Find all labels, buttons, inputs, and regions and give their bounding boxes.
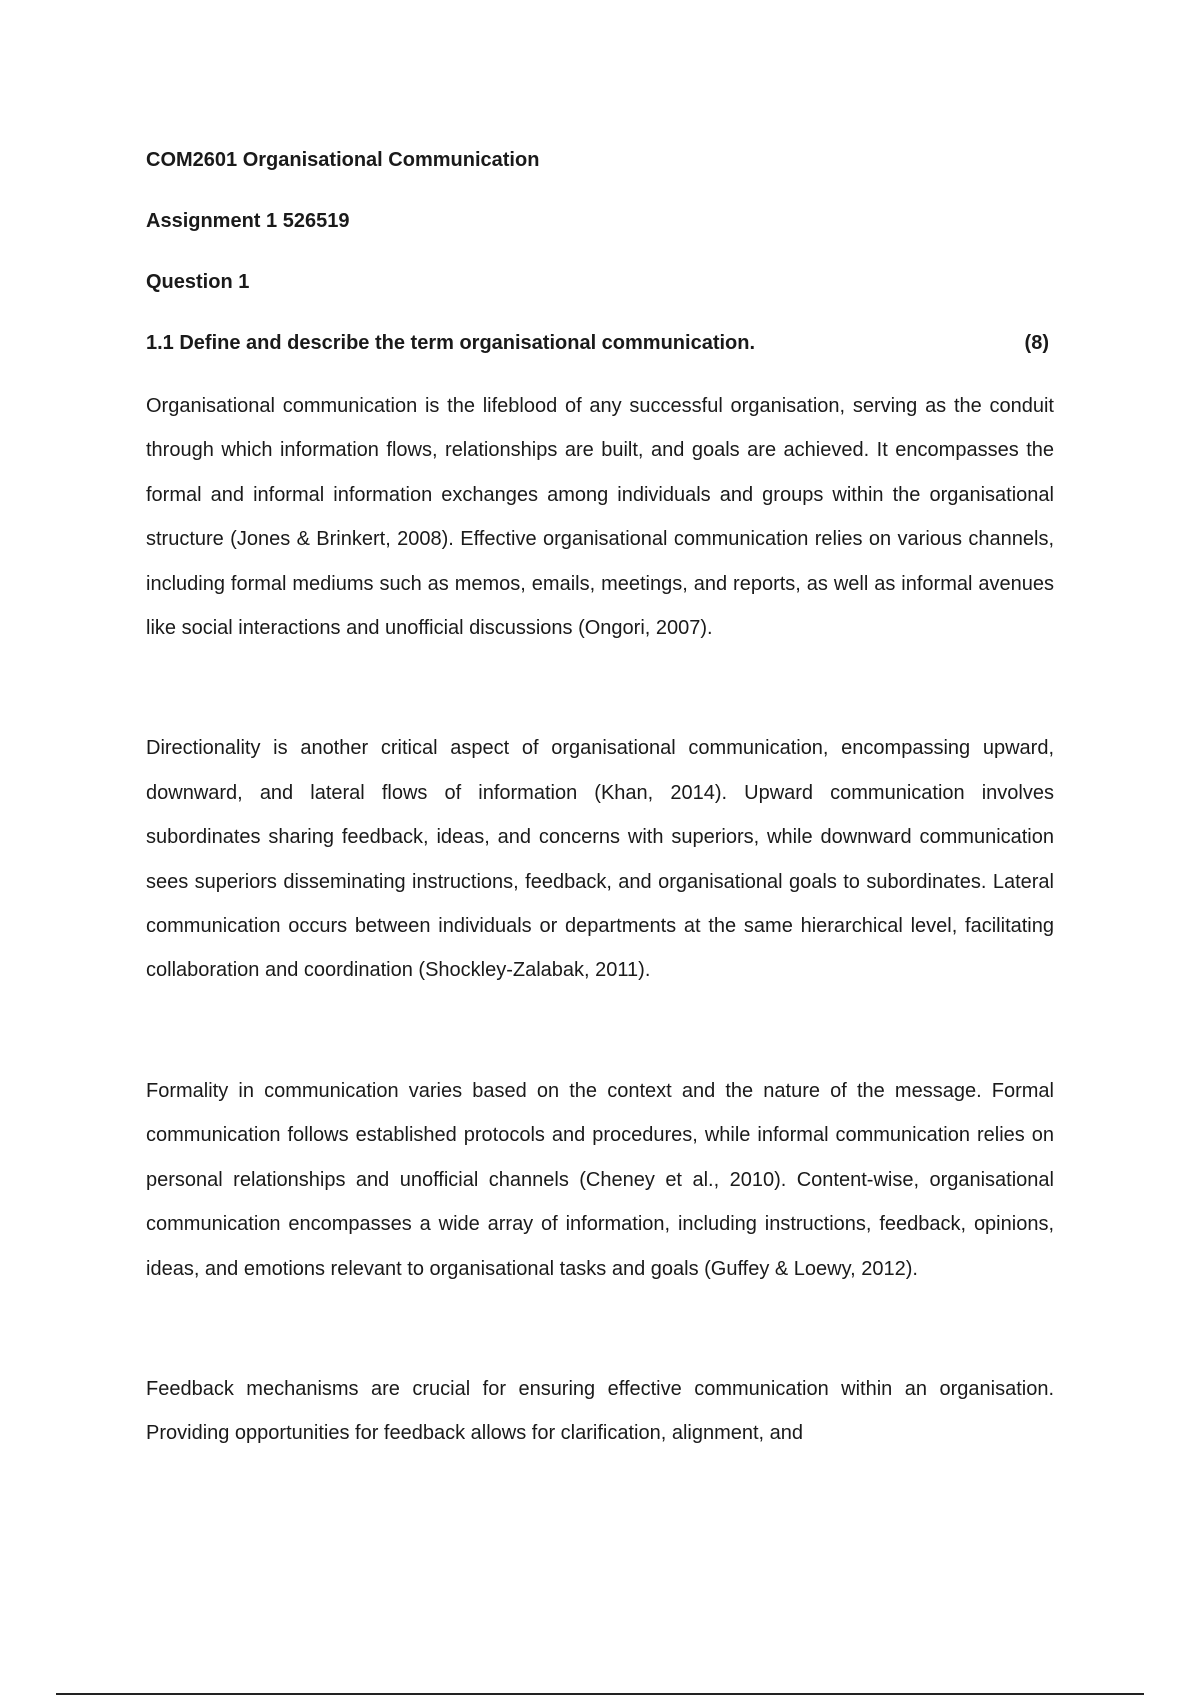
paragraph-4: Feedback mechanisms are crucial for ensuring effective communication within an organisation. Providing opportunities for feedback allows for clarification, alignment, and: [146, 1377, 1054, 1445]
paragraph-spacer: [146, 1291, 1054, 1367]
paragraph-3: Formality in communication varies based on the context and the nature of the message. Formal communication follows established protocols and procedures, while informal communication relies on personal relationships and unofficial channels (Cheney et al., 2010). Content-wise, organisational communication encompasses a wide array of information, including instructions, feedback, opinions, ideas, and emotions relevant to organisational tasks and goals (Guffey & Loewy, 2012).: [146, 1079, 1054, 1280]
assignment-title: Assignment 1 526519: [146, 210, 350, 232]
page-bottom-divider: [56, 1693, 1144, 1695]
paragraph-spacer: [146, 650, 1054, 726]
document-body: [146, 145, 1054, 1456]
course-title: COM2601 Organisational Communication: [146, 149, 540, 171]
question-text: 1.1 Define and describe the term organisational communication.: [146, 332, 756, 354]
paragraph-1: Organisational communication is the lifeblood of any successful organisation, serving as the conduit through which information flows, relationships are built, and goals are achieved. It encompasses the formal and informal information exchanges among individuals and groups within the organisational structure (Jones & Brinkert, 2008). Effective organisational communication relies on various channels, including formal mediums such as memos, emails, meetings, and reports, as well as informal avenues like social interactions and unofficial discussions (Ongori, 2007).: [146, 395, 1054, 640]
paragraph-2: Directionality is another critical aspect of organisational communication, encompassing upward, downward, and lateral flows of information (Khan, 2014). Upward communication involves subordinates sharing feedback, ideas, and concerns with superiors, while downward communication sees superiors disseminating instructions, feedback, and organisational goals to subordinates. Lateral communication occurs between individuals or departments at the same hierarchical level, facilitating collaboration and coordination (Shockley-Zalabak, 2011).: [146, 737, 1054, 982]
paragraph-spacer: [146, 993, 1054, 1069]
question-row: [146, 328, 1054, 358]
question-marks: (8): [1024, 332, 1049, 354]
question-label: Question 1: [146, 271, 250, 293]
